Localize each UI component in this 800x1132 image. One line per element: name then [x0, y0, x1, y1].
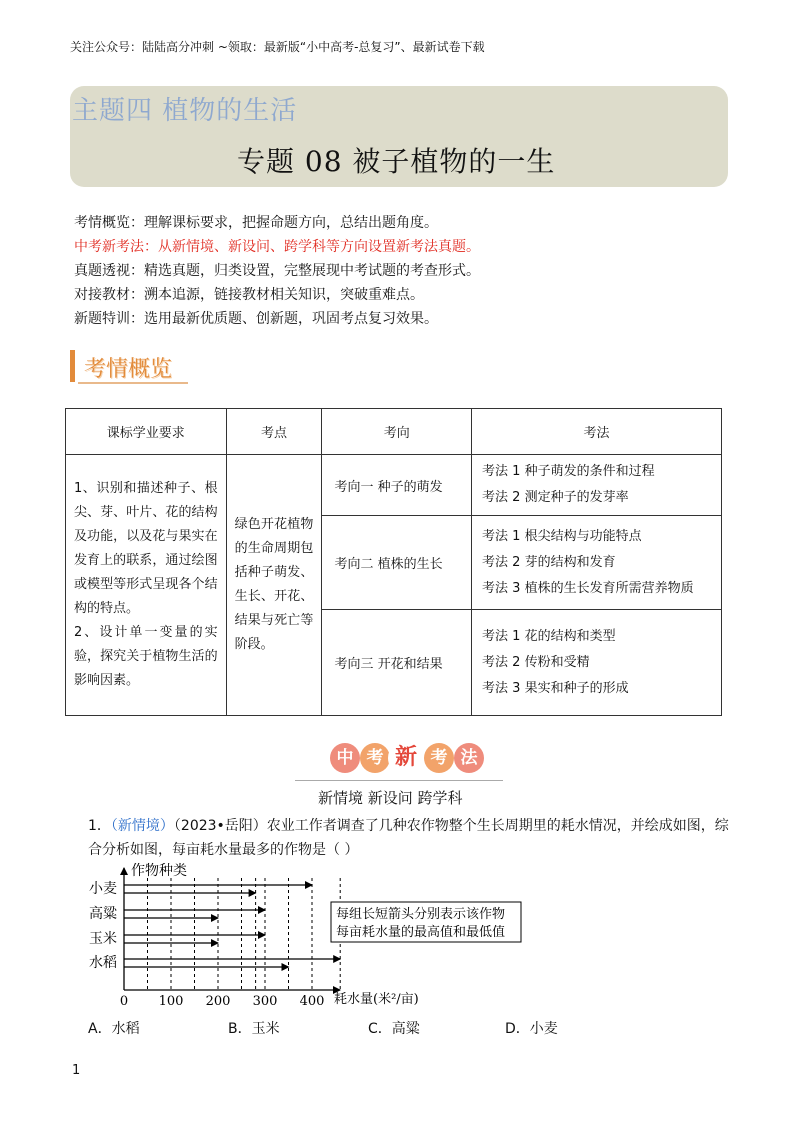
requirement-text: 1、识别和描述种子、根尖、芽、叶片、花的结构及功能，以及花与果实在发育上的联系，通过绘图或模型等形式呈现各个结构的特点。 2、设计单一变量的实验，探究关于植物生活的影响因素。: [74, 481, 218, 688]
theme-title: 主题四 植物的生活: [72, 96, 298, 126]
annotation-line: 每组长短箭头分别表示该作物: [336, 907, 506, 922]
method-item: 考法 1 根尖结构与功能特点: [482, 528, 642, 544]
direction-cell: 考向三 开花和结果: [322, 610, 472, 716]
method-item: 考法 3 果实和种子的形成: [482, 680, 629, 696]
overview-table: [65, 408, 722, 716]
point-cell: [226, 455, 322, 716]
y-axis-label: 作物种类: [131, 863, 187, 879]
x-tick-label: 300: [252, 994, 278, 1008]
question-number: 1．: [88, 818, 111, 834]
direction-cell: 考向一 种子的萌发: [322, 455, 472, 516]
x-tick-label: 200: [205, 994, 231, 1008]
badge-char: 考: [424, 743, 454, 773]
header-note: 关注公众号：陆陆高分冲刺 ~领取：最新版“小中高考-总复习”、最新试卷下载: [70, 40, 485, 54]
new-method-subtitle: 新情境 新设问 跨学科: [318, 789, 463, 807]
category-label: 水稻: [89, 955, 117, 971]
category-label: 高粱: [89, 906, 117, 922]
badge-char: 考: [360, 743, 390, 773]
intro-line: 中考新考法：从新情境、新设问、跨学科等方向设置新考法真题。: [74, 239, 480, 255]
water-chart: [85, 858, 525, 1008]
method-item: 考法 3 植株的生长发育所需营养物质: [482, 580, 694, 596]
method-item: 考法 2 传粉和受精: [482, 654, 590, 670]
question-line: [88, 815, 729, 835]
category-labels: [89, 880, 118, 971]
option-c[interactable]: C．高粱: [368, 1021, 420, 1037]
section-badge: 考情概览: [84, 357, 173, 382]
badge-char: 新: [388, 740, 424, 776]
option-b[interactable]: B．玉米: [228, 1021, 280, 1037]
table-header: 考向: [322, 409, 472, 455]
badge-divider: [295, 780, 503, 781]
x-axis-label: 耗水量(米²/亩): [334, 992, 419, 1007]
method-cell: [472, 455, 722, 516]
intro-line: 考情概览：理解课标要求，把握命题方向，总结出题角度。: [74, 215, 438, 231]
option-d[interactable]: D．小麦: [505, 1021, 558, 1037]
table-header: 考点: [226, 409, 322, 455]
option-a[interactable]: A．水稻: [88, 1021, 140, 1037]
x-tick-label: 100: [158, 994, 184, 1008]
x-ticks: [120, 994, 325, 1008]
question-line: 合分析如图，每亩耗水量最多的作物是（ ）: [88, 842, 359, 858]
requirement-cell: [66, 455, 227, 716]
page-number: 1: [72, 1063, 81, 1078]
method-cell: [472, 610, 722, 716]
method-item: 考法 2 测定种子的发芽率: [482, 490, 629, 505]
table-row: [66, 455, 722, 516]
method-item: 考法 1 花的结构和类型: [482, 628, 616, 644]
table-header: 考法: [472, 409, 722, 455]
topic-title: 专题 08 被子植物的一生: [237, 145, 556, 178]
badge-char: 中: [330, 743, 360, 773]
x-tick-label: 0: [119, 994, 129, 1008]
badge-char: 法: [454, 743, 484, 773]
section-badge-bar: [70, 350, 75, 382]
method-item: 考法 1 种子萌发的条件和过程: [482, 464, 655, 479]
guide-lines: [148, 878, 341, 990]
section-badge-underline: [78, 382, 188, 384]
table-header: 课标学业要求: [66, 409, 227, 455]
point-text: 绿色开花植物的生命周期包括种子萌发、生长、开花、结果与死亡等阶段。: [234, 517, 314, 652]
table-header-row: [66, 409, 722, 455]
intro-line: 新题特训：选用最新优质题、创新题，巩固考点复习效果。: [74, 311, 438, 327]
method-cell: [472, 516, 722, 610]
category-label: 小麦: [89, 881, 117, 897]
intro-line: 真题透视：精选真题，归类设置，完整展现中考试题的考查形式。: [74, 263, 480, 279]
question-tag: （新情境）: [110, 818, 174, 834]
direction-cell: 考向二 植株的生长: [322, 516, 472, 610]
x-tick-label: 400: [299, 994, 325, 1008]
method-item: 考法 2 芽的结构和发育: [482, 554, 616, 570]
intro-line: 对接教材：溯本追源，链接教材相关知识，突破重难点。: [74, 287, 424, 303]
category-label: 玉米: [89, 931, 117, 947]
question-stem: （2023•岳阳）农业工作者调查了几种农作物整个生长周期里的耗水情况，并绘成如图，综: [173, 818, 729, 834]
data-arrows: [124, 885, 340, 967]
annotation-line: 每亩耗水量的最高值和最低值: [336, 925, 506, 940]
new-method-badge: [330, 740, 480, 776]
